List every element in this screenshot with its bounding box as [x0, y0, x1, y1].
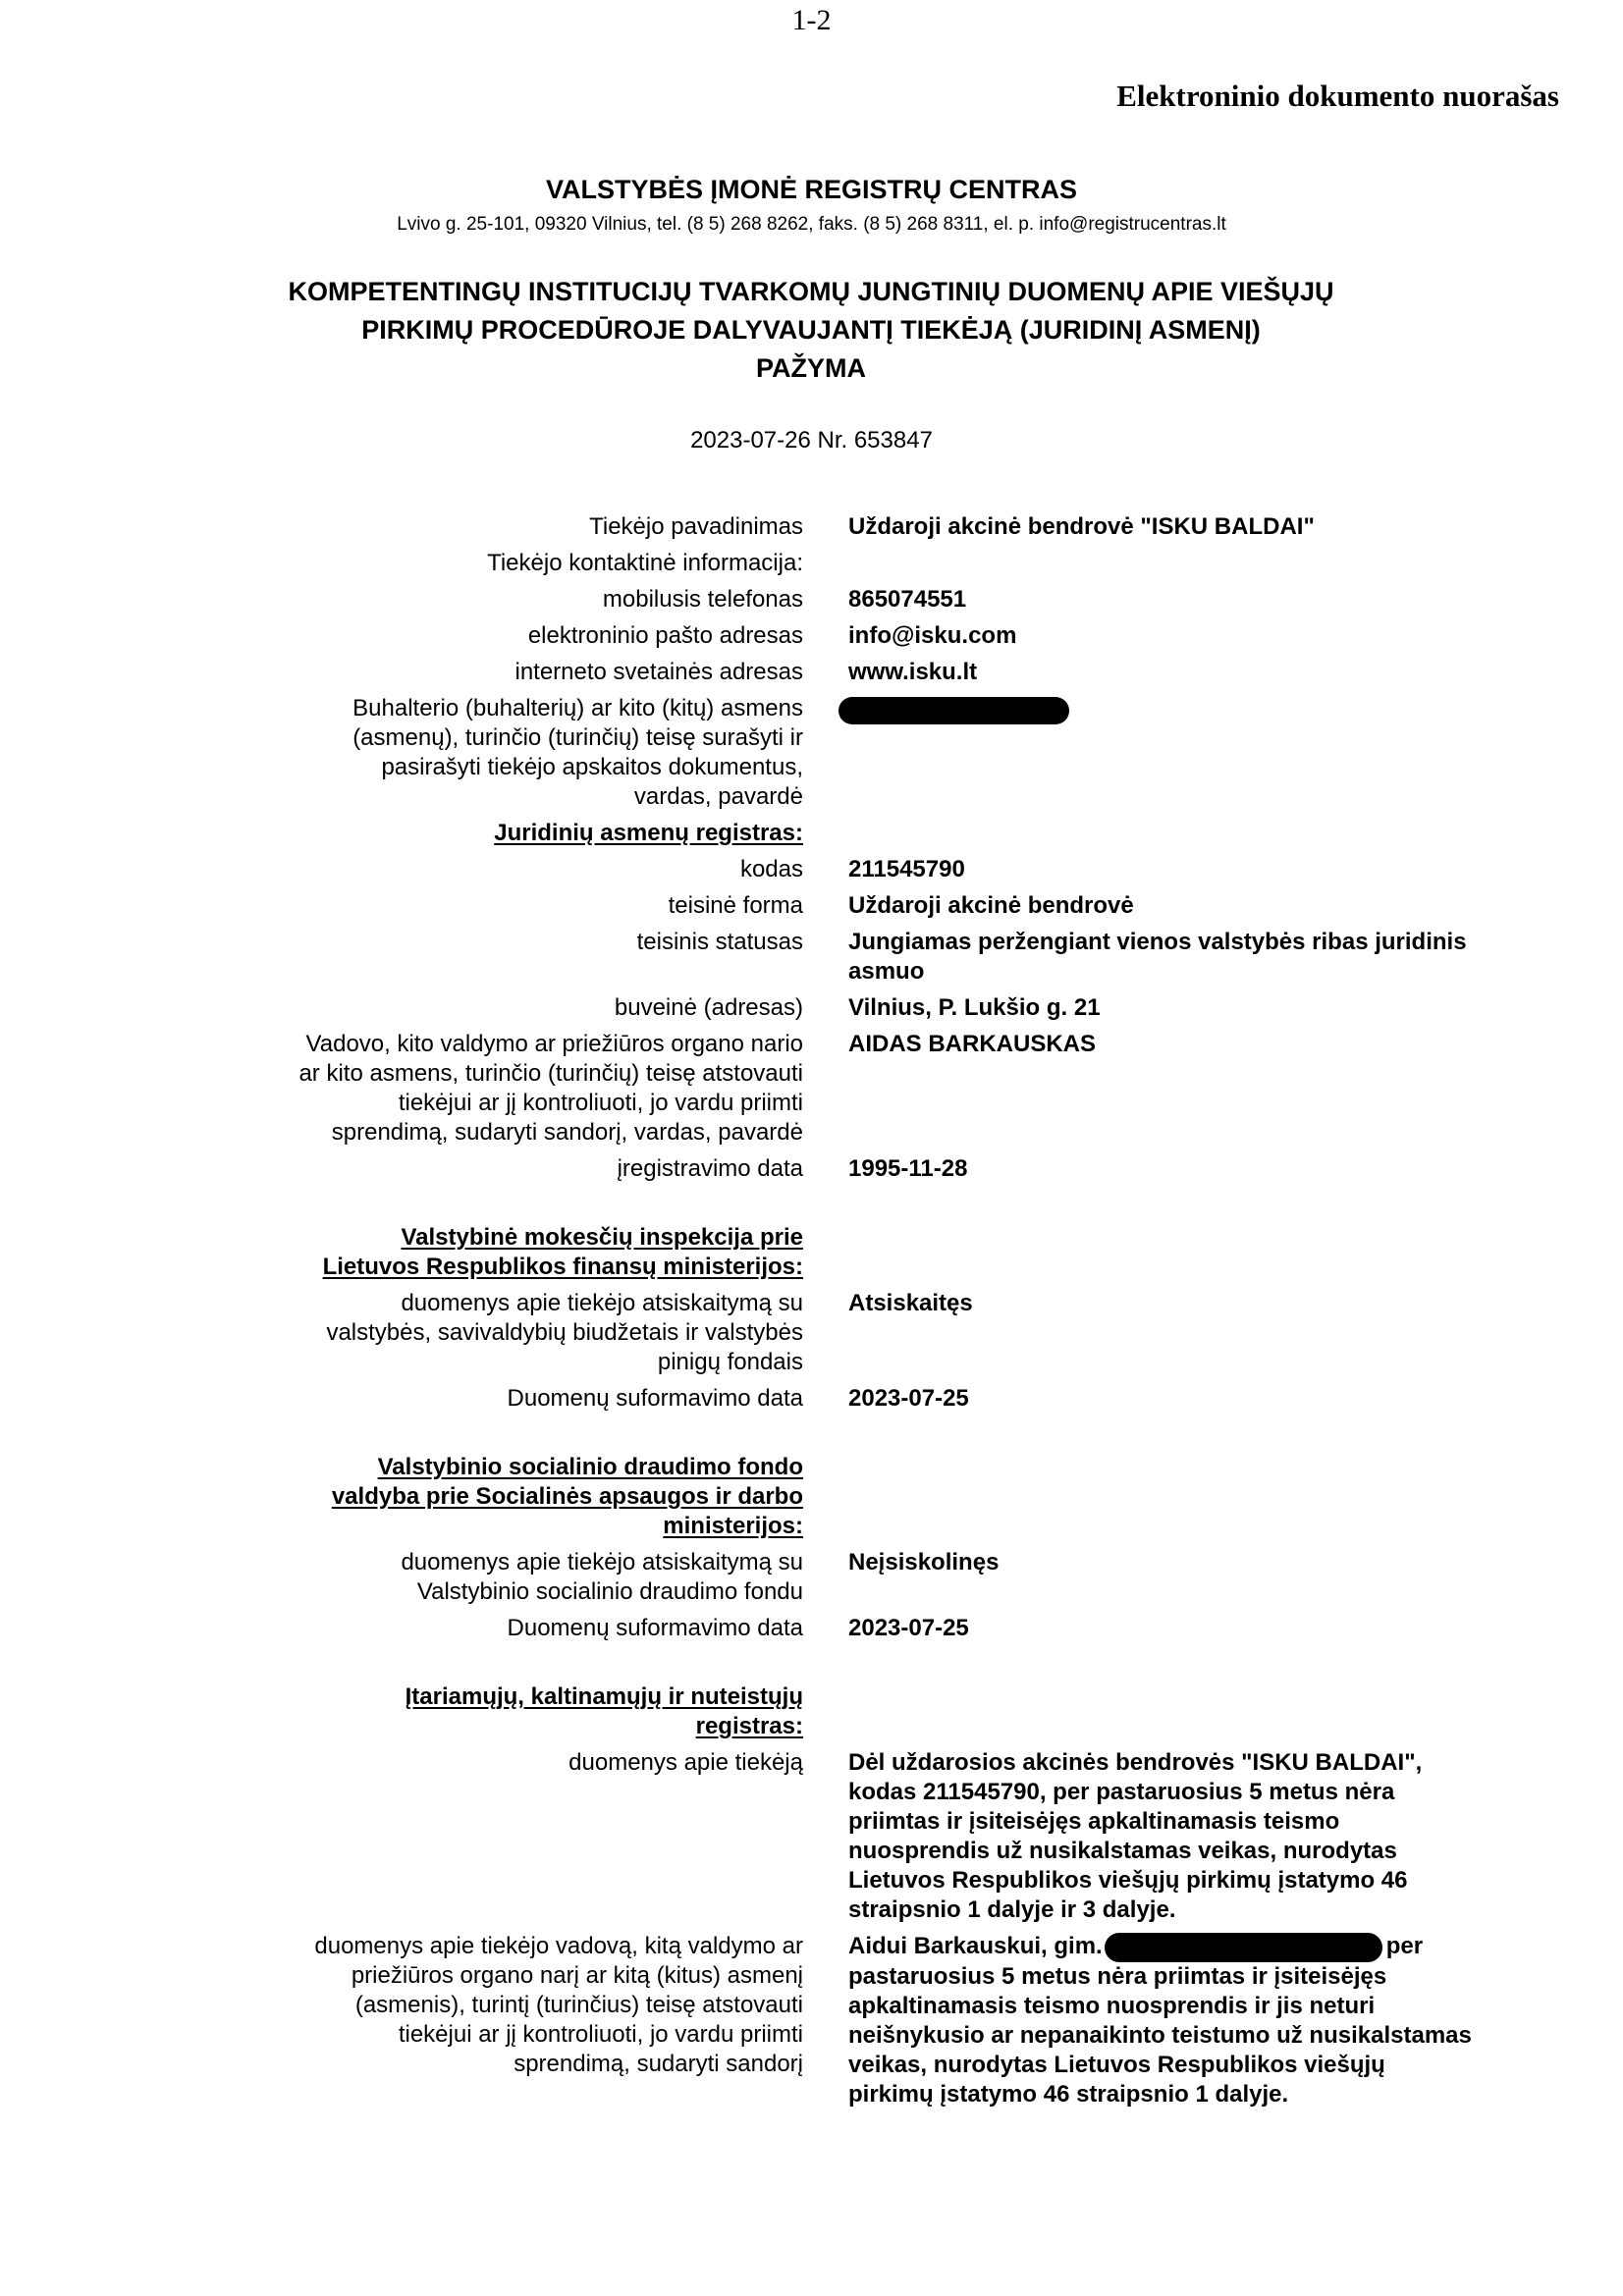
field-label: teisinė forma	[668, 892, 803, 919]
row-registration-date	[0, 1154, 1623, 1184]
row-social-date	[0, 1614, 1623, 1643]
field-value: Atsiskaitęs	[848, 1290, 973, 1316]
field-value: www.isku.lt	[848, 659, 978, 685]
field-label: mobilusis telefonas	[602, 586, 803, 613]
title-line: PAŽYMA	[756, 353, 866, 383]
field-value: Aidui Barkauskui, gim. per pastaruosius 5 metus nėra priimtas ir įsiteisėjęs apkaltinamasis teismo nuosprendis ir jis neturi neišnykusio ar nepanaikinto teistumo už nusikalstamas veikas, nurodytas Lietuvos Respublikos viešųjų pirkimų įstatymo 46 straipsnio 1 dalyje.	[848, 1933, 1472, 2108]
field-label: Buhalterio (buhalterių) ar kito (kitų) asmens (asmenų), turinčio (turinčių) teisę surašyti ir pasirašyti tiekėjo apskaitos dokumentus, vardas, pavardė	[352, 695, 803, 810]
field-label: duomenys apie tiekėjo atsiskaitymą su valstybės, savivaldybių biudžetais ir valstybės pinigų fondais	[326, 1290, 803, 1375]
field-label: kodas	[739, 856, 803, 882]
field-value: Neįsiskolinęs	[848, 1549, 1000, 1575]
row-criminal-head	[0, 1932, 1623, 2109]
field-label: duomenys apie tiekėjo vadovą, kitą valdymo ar priežiūros organo narį ar kitą (kitus) asmenį (asmenis), turintį (turinčius) teisę atstovauti tiekėjui ar jį kontroliuoti, jo vardu priimti sprendimą, sudaryti sandorį	[314, 1933, 803, 2077]
section-heading: Valstybinė mokesčių inspekcija prie Lietuvos Respublikos finansų ministerijos:	[322, 1224, 803, 1280]
field-label: elektroninio pašto adresas	[527, 622, 803, 649]
section-heading: Valstybinio socialinio draudimo fondo valdyba prie Socialinės apsaugos ir darbo ministerijos:	[331, 1454, 803, 1539]
row-supplier-name	[0, 512, 1623, 542]
field-value: Jungiamas peržengiant vienos valstybės ribas juridinis asmuo	[848, 929, 1467, 985]
field-label: įregistravimo data	[617, 1155, 803, 1182]
field-value: 1995-11-28	[848, 1155, 968, 1182]
row-accountant	[0, 694, 1623, 812]
row-seat	[0, 993, 1623, 1023]
organization-address: Lvivo g. 25-101, 09320 Vilnius, tel. (8 5) 268 8262, faks. (8 5) 268 8311, el. p. info@registrucentras.lt	[397, 214, 1226, 235]
field-value: 2023-07-25	[848, 1615, 969, 1641]
field-value: Uždaroji akcinė bendrovė	[848, 892, 1134, 919]
section-social-insurance	[0, 1453, 1623, 1541]
row-head	[0, 1030, 1623, 1148]
row-website	[0, 658, 1623, 687]
field-value: Uždaroji akcinė bendrovė "ISKU BALDAI"	[848, 513, 1315, 540]
row-legal-status	[0, 928, 1623, 987]
field-value: Dėl uždarosios akcinės bendrovės "ISKU BALDAI", kodas 211545790, per pastaruosius 5 metus nėra priimtas ir įsiteisėjęs apkaltinamasis teismo nuosprendis už nusikalstamas veikas, nurodytas Lietuvos Respublikos viešųjų pirkimų įstatymo 46 straipsnio 1 dalyje ir 3 dalyje.	[848, 1749, 1423, 1923]
row-tax-date	[0, 1384, 1623, 1414]
field-label: duomenys apie tiekėjo atsiskaitymą su Valstybinio socialinio draudimo fondu	[401, 1549, 803, 1605]
section-heading: Juridinių asmenų registras:	[494, 820, 803, 846]
redaction-mark	[839, 697, 1069, 724]
title-line: KOMPETENTINGŲ INSTITUCIJŲ TVARKOMŲ JUNGTINIŲ DUOMENŲ APIE VIEŠŲJŲ	[288, 277, 1334, 306]
page-number: 1-2	[791, 4, 832, 36]
document-title	[222, 273, 1400, 388]
field-label: Duomenų suformavimo data	[507, 1385, 803, 1412]
field-value	[848, 694, 1595, 812]
section-heading: Įtariamųjų, kaltinamųjų ir nuteistųjų registras:	[405, 1683, 803, 1739]
field-label: duomenys apie tiekėją	[568, 1749, 803, 1776]
row-code	[0, 855, 1623, 884]
field-label: Duomenų suformavimo data	[507, 1615, 803, 1641]
organization-name: VALSTYBĖS ĮMONĖ REGISTRŲ CENTRAS	[545, 175, 1078, 204]
field-value: info@isku.com	[848, 622, 1017, 649]
field-value: Vilnius, P. Lukšio g. 21	[848, 994, 1101, 1021]
field-value: 2023-07-25	[848, 1385, 969, 1412]
field-label: buveinė (adresas)	[614, 994, 803, 1021]
row-contact-heading	[0, 549, 1623, 578]
certificate-body	[0, 512, 1623, 2109]
row-tax-data	[0, 1289, 1623, 1377]
field-value: AIDAS BARKAUSKAS	[848, 1031, 1097, 1057]
title-line: PIRKIMŲ PROCEDŪROJE DALYVAUJANTĮ TIEKĖJĄ (JURIDINĮ ASMENĮ)	[361, 315, 1261, 345]
document-date-number: 2023-07-26 Nr. 653847	[690, 427, 933, 454]
field-label: Tiekėjo kontaktinė informacija:	[487, 550, 803, 576]
section-tax-inspectorate	[0, 1223, 1623, 1282]
field-label: Vadovo, kito valdymo ar priežiūros organo nario ar kito asmens, turinčio (turinčių) teisę atstovauti tiekėjui ar jį kontroliuoti, jo vardu priimti sprendimą, sudaryti sandorį, vardas, pavardė	[298, 1031, 803, 1146]
field-value: 865074551	[848, 586, 967, 613]
section-legal-register	[0, 819, 1623, 848]
row-legal-form	[0, 891, 1623, 921]
field-label: teisinis statusas	[636, 929, 803, 955]
field-value: 211545790	[848, 856, 965, 882]
redaction-mark	[1105, 1933, 1382, 1962]
section-criminal-register	[0, 1682, 1623, 1741]
field-label: Tiekėjo pavadinimas	[589, 513, 803, 540]
document-copy-note: Elektroninio dokumento nuorašas	[1116, 79, 1559, 113]
row-email	[0, 621, 1623, 651]
row-mobile	[0, 585, 1623, 614]
row-social-data	[0, 1548, 1623, 1607]
field-label: interneto svetainės adresas	[514, 659, 803, 685]
row-criminal-supplier	[0, 1748, 1623, 1925]
